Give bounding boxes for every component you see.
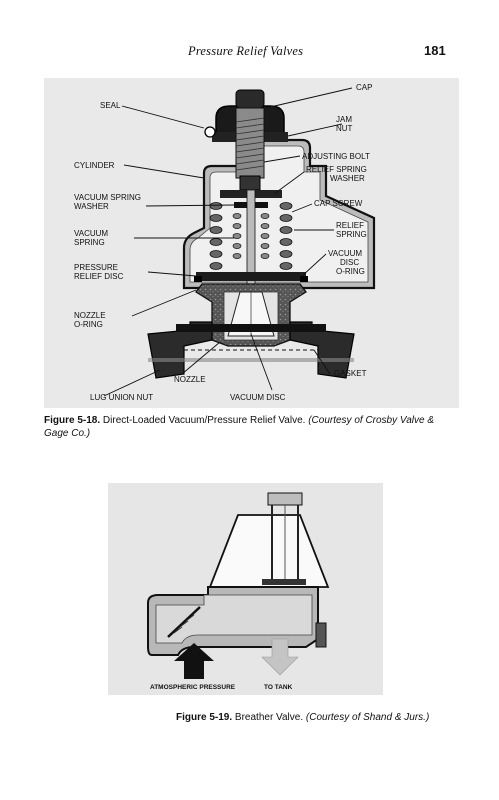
outlet-flange bbox=[316, 623, 326, 647]
caption-credit: (Courtesy of Shand & Jurs.) bbox=[305, 712, 430, 723]
label-gasket: GASKET bbox=[334, 369, 367, 378]
label-vacuum-disc-oring-1: VACUUM bbox=[328, 249, 363, 258]
breather-cap bbox=[268, 493, 302, 505]
label-pressure-relief-disc-1: PRESSURE bbox=[74, 263, 119, 272]
label-seal: SEAL bbox=[100, 101, 121, 110]
label-cap: CAP bbox=[356, 83, 373, 92]
running-head-title: Pressure Relief Valves bbox=[188, 44, 304, 58]
caption-text: Breather Valve. bbox=[234, 712, 304, 723]
cap-top bbox=[236, 90, 264, 108]
label-to-tank: TO TANK bbox=[264, 684, 293, 691]
label-nozzle: NOZZLE bbox=[174, 375, 206, 384]
label-vacuum-spring-washer-2: WASHER bbox=[74, 202, 109, 211]
label-adjusting-bolt: ADJUSTING BOLT bbox=[302, 152, 370, 161]
label-lug-union-nut: LUG UNION NUT bbox=[90, 393, 154, 402]
figure-5-18-caption bbox=[44, 414, 459, 440]
label-nozzle-oring-1: NOZZLE bbox=[74, 311, 106, 320]
label-pressure-relief-disc-2: RELIEF DISC bbox=[74, 272, 124, 281]
label-cylinder: CYLINDER bbox=[74, 161, 115, 170]
gasket bbox=[176, 324, 326, 332]
label-relief-spring-washer-2: WASHER bbox=[330, 174, 365, 183]
label-vacuum-disc-oring-3: O-RING bbox=[336, 267, 365, 276]
figure-5-19-caption bbox=[176, 711, 436, 724]
label-jam-nut-1: JAM bbox=[336, 115, 352, 124]
label-vacuum-disc: VACUUM DISC bbox=[230, 393, 286, 402]
label-vacuum-spring-1: VACUUM bbox=[74, 229, 109, 238]
figure-5-19-illustration bbox=[108, 483, 383, 695]
label-jam-nut-2: NUT bbox=[336, 124, 353, 133]
label-vacuum-spring-washer-1: VACUUM SPRING bbox=[74, 193, 141, 202]
label-vacuum-disc-oring-2: DISC bbox=[340, 258, 360, 267]
label-relief-spring-washer-1: RELIEF SPRING bbox=[306, 165, 367, 174]
figure-5-18-illustration bbox=[44, 78, 459, 408]
caption-number: Figure 5-18. bbox=[44, 415, 101, 426]
running-head bbox=[0, 44, 499, 62]
pressure-relief-disc bbox=[196, 272, 306, 281]
caption-text: Direct-Loaded Vacuum/Pressure Relief Valve. bbox=[102, 415, 306, 426]
caption-credit: (Courtesy of Crosby Valve & Gage Co.) bbox=[44, 415, 434, 439]
label-vacuum-spring-2: SPRING bbox=[74, 238, 105, 247]
seal-ring bbox=[205, 127, 215, 137]
label-relief-spring-1: RELIEF bbox=[336, 221, 365, 230]
label-nozzle-oring-2: O-RING bbox=[74, 320, 103, 329]
label-atmospheric-pressure: ATMOSPHERIC PRESSURE bbox=[150, 684, 236, 691]
figure-5-19-labels bbox=[150, 684, 293, 691]
pallet bbox=[262, 579, 306, 585]
label-relief-spring-2: SPRING bbox=[336, 230, 367, 239]
page-number: 181 bbox=[424, 43, 446, 58]
bolt-nut bbox=[240, 176, 260, 190]
caption-number: Figure 5-19. bbox=[176, 712, 233, 723]
label-cap-screw: CAP SCREW bbox=[314, 199, 363, 208]
